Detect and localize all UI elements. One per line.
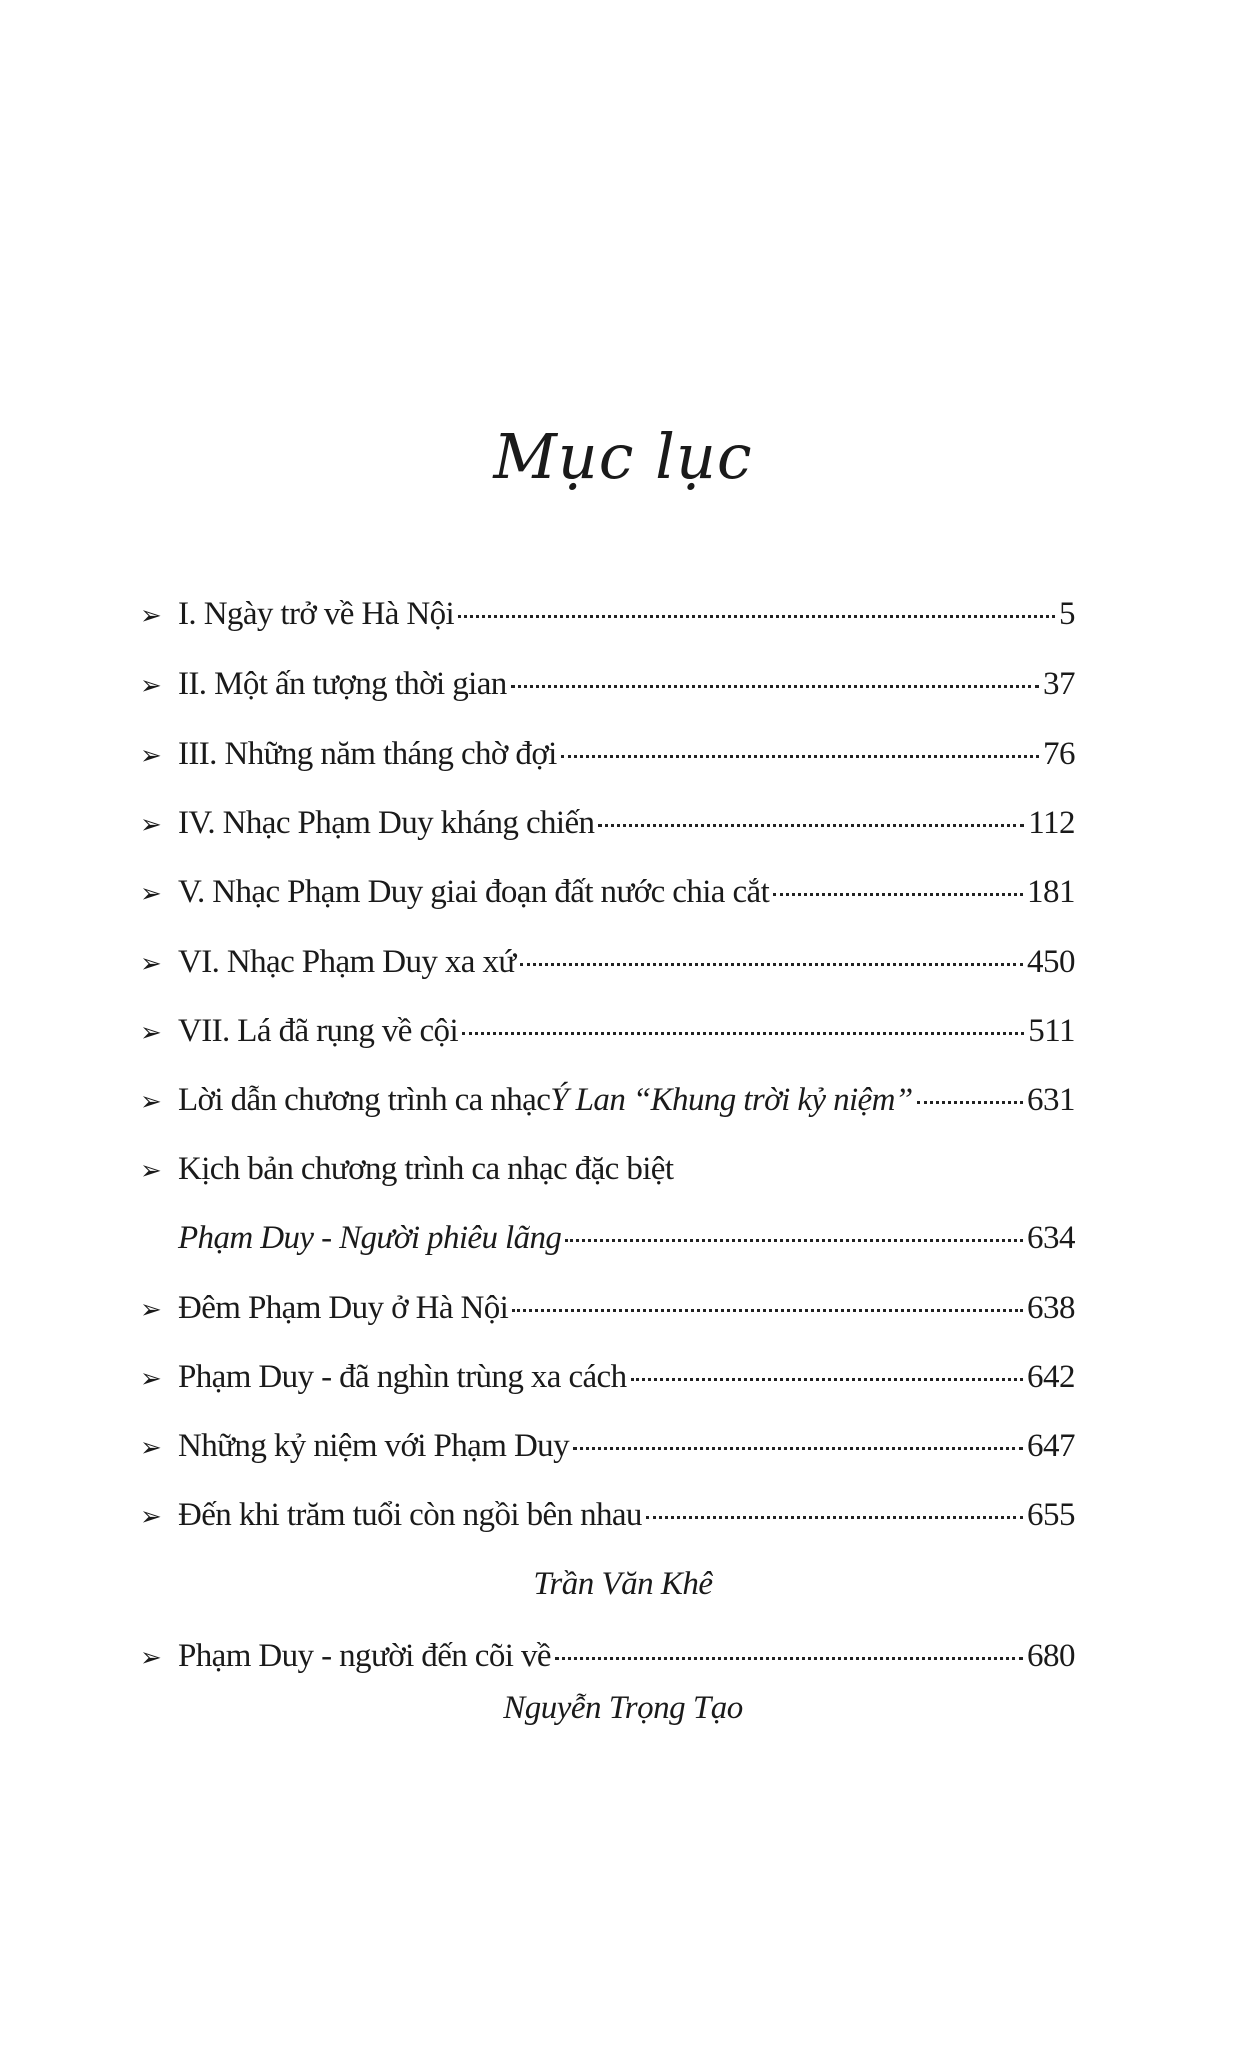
- toc-entry[interactable]: [140, 801, 1075, 845]
- page-number: 647: [1027, 1428, 1075, 1464]
- toc-entry-continued[interactable]: [140, 1216, 1075, 1260]
- dot-leader: [646, 1516, 1023, 1519]
- toc-entry[interactable]: [140, 732, 1075, 776]
- toc-entry[interactable]: [140, 1078, 1075, 1122]
- page-number: 631: [1027, 1082, 1075, 1118]
- dot-leader: [511, 685, 1039, 688]
- dot-leader: [573, 1447, 1023, 1450]
- page-number: 680: [1027, 1638, 1075, 1674]
- entry-title: Đến khi trăm tuổi còn ngồi bên nhau: [178, 1497, 642, 1533]
- arrow-bullet-icon: ➢: [140, 1087, 162, 1116]
- entry-title: VI. Nhạc Phạm Duy xa xứ: [178, 944, 516, 980]
- entry-title: I. Ngày trở về Hà Nội: [178, 596, 455, 632]
- page-number: 511: [1028, 1013, 1075, 1049]
- arrow-bullet-icon: ➢: [140, 671, 162, 700]
- arrow-bullet-icon: ➢: [140, 1364, 162, 1393]
- arrow-bullet-icon: ➢: [140, 879, 162, 908]
- page-number: 450: [1027, 944, 1075, 980]
- arrow-bullet-icon: ➢: [140, 601, 162, 630]
- arrow-bullet-icon: ➢: [140, 1018, 162, 1047]
- entry-title-italic: Ý Lan “Khung trời kỷ niệm”: [550, 1082, 913, 1118]
- entry-title: Phạm Duy - người đến cõi về: [178, 1638, 551, 1674]
- entry-title: Phạm Duy - đã nghìn trùng xa cách: [178, 1359, 627, 1395]
- arrow-bullet-icon: ➢: [140, 1643, 162, 1672]
- toc-entry[interactable]: [140, 1286, 1075, 1330]
- toc-entry[interactable]: [140, 940, 1075, 984]
- dot-leader: [561, 755, 1039, 758]
- arrow-bullet-icon: ➢: [140, 1433, 162, 1462]
- entry-author: Nguyễn Trọng Tạo: [503, 1690, 743, 1726]
- dot-leader: [512, 1309, 1023, 1312]
- dot-leader: [631, 1378, 1023, 1381]
- entry-author: Trần Văn Khê: [533, 1566, 713, 1602]
- page-number: 112: [1028, 805, 1075, 841]
- dot-leader: [555, 1657, 1023, 1660]
- toc-entry[interactable]: [140, 1424, 1075, 1468]
- page-number: 634: [1027, 1220, 1075, 1256]
- dot-leader: [598, 824, 1024, 827]
- toc-entry[interactable]: [140, 1493, 1075, 1537]
- page-number: 5: [1059, 596, 1075, 632]
- page-number: 37: [1043, 666, 1075, 702]
- toc-entry[interactable]: [140, 1009, 1075, 1053]
- entry-title-italic: Phạm Duy - Người phiêu lãng: [178, 1220, 562, 1256]
- entry-title: II. Một ấn tượng thời gian: [178, 666, 507, 702]
- dot-leader: [520, 963, 1023, 966]
- arrow-bullet-icon: ➢: [140, 1502, 162, 1531]
- entry-title: VII. Lá đã rụng về cội: [178, 1013, 459, 1049]
- arrow-bullet-icon: ➢: [140, 810, 162, 839]
- toc-entry[interactable]: [140, 1634, 1075, 1678]
- dot-leader: [462, 1032, 1024, 1035]
- dot-leader: [773, 893, 1023, 896]
- arrow-bullet-icon: ➢: [140, 1295, 162, 1324]
- page-number: 181: [1027, 874, 1075, 910]
- toc-title: Mục lục: [493, 420, 753, 493]
- page-number: 642: [1027, 1359, 1075, 1395]
- entry-title: Lời dẫn chương trình ca nhạc: [178, 1082, 551, 1118]
- page-number: 655: [1027, 1497, 1075, 1533]
- arrow-bullet-icon: ➢: [140, 741, 162, 770]
- entry-title: Đêm Phạm Duy ở Hà Nội: [178, 1290, 509, 1326]
- entry-title: III. Những năm tháng chờ đợi: [178, 736, 557, 772]
- toc-entry[interactable]: [140, 870, 1075, 914]
- toc-entry[interactable]: [140, 1355, 1075, 1399]
- entry-title: IV. Nhạc Phạm Duy kháng chiến: [178, 805, 595, 841]
- dot-leader: [565, 1239, 1023, 1242]
- toc-entry[interactable]: [140, 662, 1075, 706]
- arrow-bullet-icon: ➢: [140, 949, 162, 978]
- page-number: 76: [1043, 736, 1075, 772]
- dot-leader: [458, 615, 1055, 618]
- entry-title: Kịch bản chương trình ca nhạc đặc biệt: [178, 1151, 674, 1187]
- entry-title: Những kỷ niệm với Phạm Duy: [178, 1428, 569, 1464]
- arrow-bullet-icon: ➢: [140, 1156, 162, 1185]
- page-number: 638: [1027, 1290, 1075, 1326]
- entry-title: V. Nhạc Phạm Duy giai đoạn đất nước chia cắt: [178, 874, 770, 910]
- dot-leader: [917, 1101, 1023, 1104]
- toc-entry[interactable]: [140, 592, 1075, 636]
- toc-entry[interactable]: [140, 1147, 1075, 1191]
